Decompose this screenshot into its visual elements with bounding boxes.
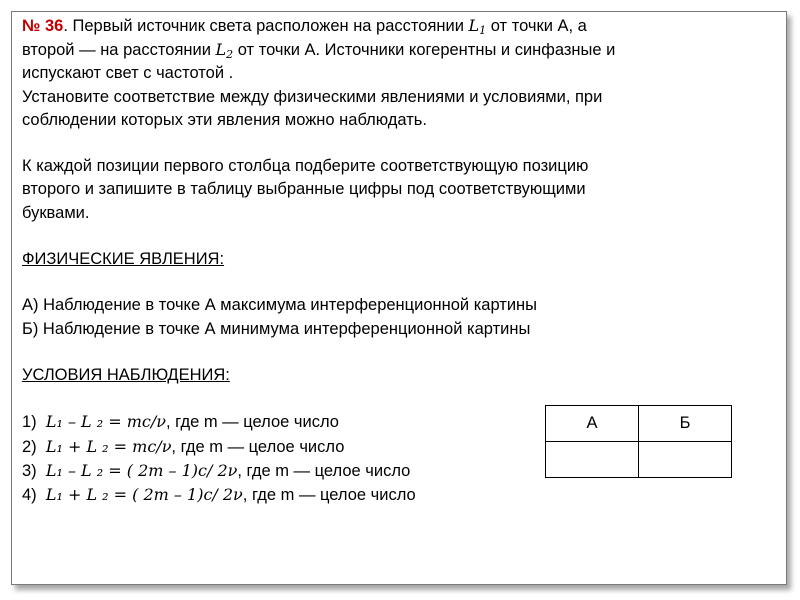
- instruction-line-1: К каждой позиции первого столбца подберите соответствующую позицию: [22, 157, 589, 176]
- phenomenon-b: Б) Наблюдение в точке А минимума интерференционной картины: [22, 319, 531, 338]
- answer-cell-a[interactable]: [546, 442, 639, 478]
- l2-symbol: $L_2$: [215, 40, 234, 62]
- problem-line-2: второй — на расстоянии $L_2$ от точки А. Источники когерентны и синфазные и: [22, 40, 616, 62]
- answer-header-b: Б: [639, 406, 732, 442]
- condition-1: 1) L₁ – L ₂ = mc/ν, где m — целое число: [22, 412, 339, 432]
- problem-line-3: испускают свет с частотой .: [22, 64, 234, 83]
- intro-text: . Первый источник света расположен на расстоянии: [63, 17, 469, 35]
- answer-cell-b[interactable]: [639, 442, 732, 478]
- condition-2: 2) L₁ + L ₂ = mc/ν, где m — целое число: [22, 436, 345, 456]
- instruction-line-2: второго и запишите в таблицу выбранные цифры под соответствующими: [22, 180, 586, 199]
- phenomenon-a: А) Наблюдение в точке А максимума интерференционной картины: [22, 296, 538, 315]
- intro-text-2: от точки А, а: [486, 17, 587, 35]
- instruction-line-3: буквами.: [22, 203, 90, 222]
- conditions-heading: УСЛОВИЯ НАБЛЮДЕНИЯ:: [22, 365, 230, 384]
- problem-number: № 36: [22, 17, 64, 35]
- condition-4: 4) L₁ + L ₂ = ( 2m – 1)c/ 2ν, где m — целое число: [22, 484, 416, 504]
- answer-table: [545, 405, 732, 478]
- condition-3: 3) L₁ – L ₂ = ( 2m – 1)c/ 2ν, где m — целое число: [22, 460, 411, 480]
- answer-table-input-row: [546, 442, 732, 478]
- answer-header-a: А: [546, 406, 639, 442]
- problem-line-4: Установите соответствие между физическими явлениями и условиями, при: [22, 87, 603, 106]
- l1-symbol: $L_1$: [468, 16, 487, 37]
- answer-table-header-row: [546, 406, 732, 442]
- problem-line-5: соблюдении которых эти явления можно наблюдать.: [22, 110, 427, 129]
- phenomena-heading: ФИЗИЧЕСКИЕ ЯВЛЕНИЯ:: [22, 250, 225, 268]
- problem-line-1: [22, 14, 767, 38]
